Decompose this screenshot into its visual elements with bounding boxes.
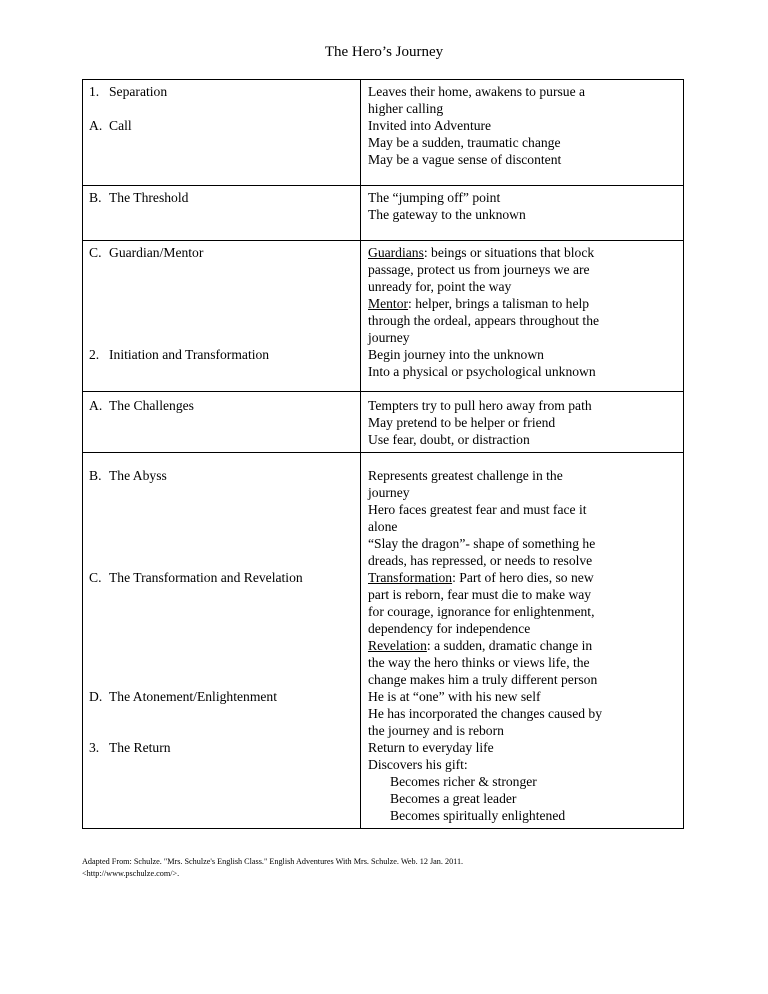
citation-footer xyxy=(82,856,702,880)
row-divider xyxy=(83,391,683,392)
row-divider xyxy=(83,240,683,241)
stage-label: A. Call xyxy=(89,118,132,133)
stage-label: C. Guardian/Mentor xyxy=(89,245,204,260)
stage-description: Represents greatest challenge in the journey Hero faces greatest fear and must face it alone “Slay the dragon”- shape of something he dreads, has repressed, or needs to resolve Transformation: Part of hero dies, so new part is reborn, fear must die to make way for courage, ignorance for enlightenment, dependency for independence Revelation: a sudden, dramatic change in the way the hero thinks or views life, the change makes him a truly different person He is at “one” with his new self He has incorporated the changes caused by the journey and is reborn Return to everyday life Discovers his gift: Becomes richer & stronger Becomes a great leader Becomes spiritually enlightened xyxy=(368,468,603,823)
citation-line: Adapted From: Schulze. "Mrs. Schulze's English Class." English Adventures With Mrs. Schulze. Web. 12 Jan. 2011. xyxy=(82,857,464,866)
stage-label: 2. Initiation and Transformation xyxy=(89,347,270,362)
stage-description: The “jumping off” point The gateway to the unknown xyxy=(368,190,526,222)
stage-label: D. The Atonement/Enlightenment xyxy=(89,689,277,704)
stage-label: A. The Challenges xyxy=(89,398,194,413)
row-divider xyxy=(83,185,683,186)
stage-description: Guardians: beings or situations that block passage, protect us from journeys we are unready for, point the way Mentor: helper, brings a talisman to help through the ordeal, appears throughout the journey Begin journey into the unknown Into a physical or psychological unknown xyxy=(368,245,600,379)
hero-journey-table xyxy=(82,79,684,829)
page-title: The Hero’s Journey xyxy=(324,44,444,60)
stage-label: 1. Separation xyxy=(89,84,168,99)
row-divider xyxy=(83,452,683,453)
stage-label: B. The Threshold xyxy=(89,190,189,205)
stage-description: Tempters try to pull hero away from path May pretend to be helper or friend Use fear, doubt, or distraction xyxy=(368,398,592,447)
citation-url: <http://www.pschulze.com/>. xyxy=(82,869,180,878)
stage-label: 3. The Return xyxy=(89,740,171,755)
stage-label: B. The Abyss xyxy=(89,468,167,483)
column-divider xyxy=(360,80,361,828)
stage-description: Leaves their home, awakens to pursue a higher calling Invited into Adventure May be a sudden, traumatic change May be a vague sense of discontent xyxy=(368,84,586,167)
stage-label: C. The Transformation and Revelation xyxy=(89,570,303,585)
